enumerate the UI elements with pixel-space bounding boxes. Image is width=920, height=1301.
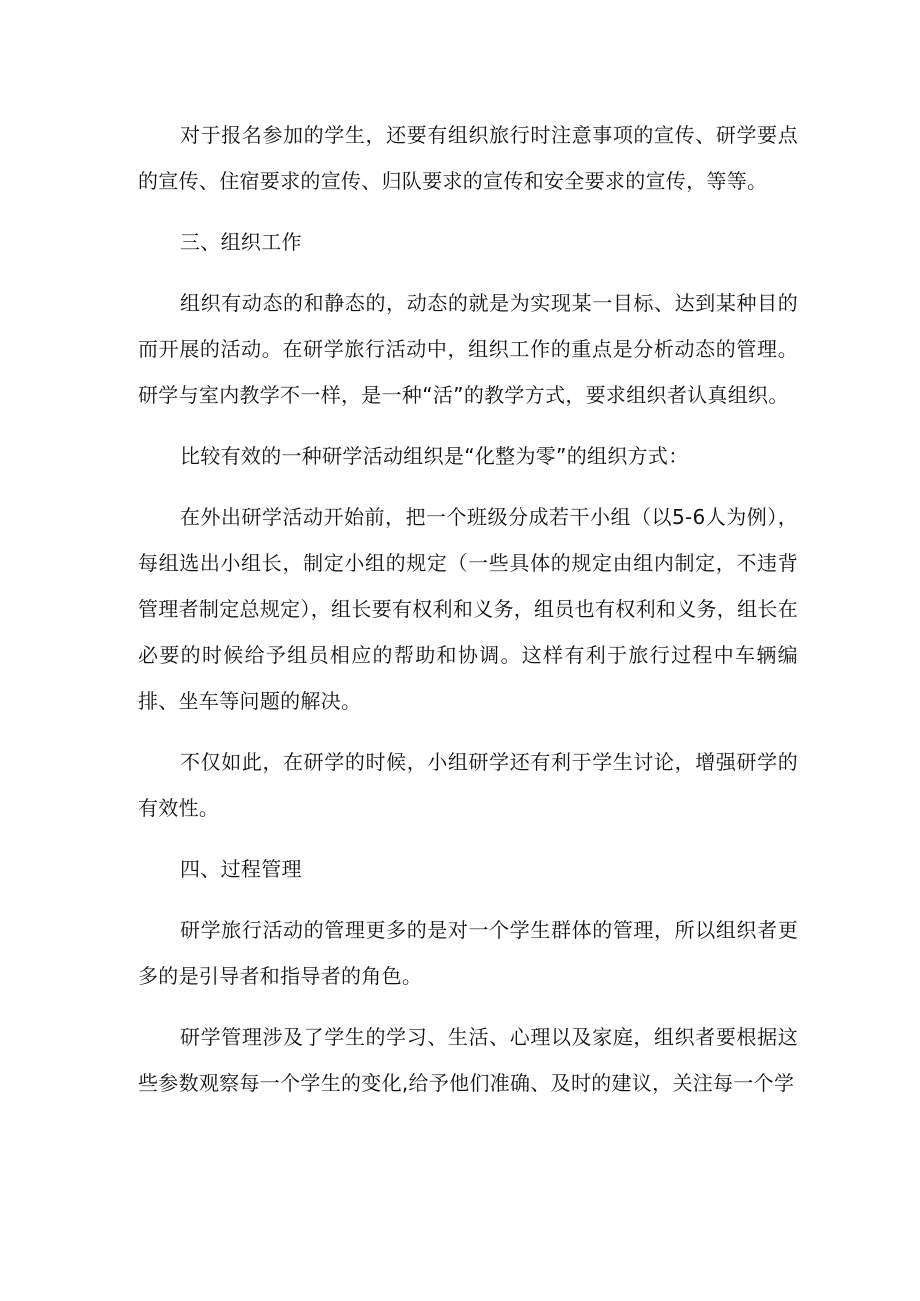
- paragraph-organization-definition: 组织有动态的和静态的，动态的就是为实现某一目标、达到某种目的而开展的活动。在研学旅行活动中，组织工作的重点是分析动态的管理。研学与室内教学不一样，是一种“活”的教学方式，要求组织者认真组织。: [138, 291, 798, 407]
- paragraph-management-scope: 研学管理涉及了学生的学习、生活、心理以及家庭，组织者要根据这些参数观察每一个学生的变化,给予他们准确、及时的建议，关注每一个学: [138, 1025, 798, 1095]
- paragraph-notice-publicity: 对于报名参加的学生，还要有组织旅行时注意事项的宣传、研学要点的宣传、住宿要求的宣传、归队要求的宣传和安全要求的宣传，等等。: [138, 123, 798, 193]
- section-heading-process-management: 四、过程管理: [180, 857, 302, 881]
- paragraph-group-discussion: 不仅如此，在研学的时候，小组研学还有利于学生讨论，增强研学的有效性。: [138, 750, 798, 820]
- document-body: [138, 112, 798, 1121]
- paragraph-management-role: 研学旅行活动的管理更多的是对一个学生群体的管理，所以组织者更多的是引导者和指导者的角色。: [138, 918, 798, 988]
- section-heading-organization: 三、组织工作: [180, 230, 302, 254]
- paragraph-effective-organization: 比较有效的一种研学活动组织是“化整为零”的组织方式：: [180, 444, 689, 468]
- paragraph-group-division: 在外出研学活动开始前，把一个班级分成若干小组（以5-6人为例），每组选出小组长，制定小组的规定（一些具体的规定由组内制定，不违背管理者制定总规定），组长要有权利和义务，组员也有权利和义务，组长在必要的时候给予组员相应的帮助和协调。这样有利于旅行过程中车辆编排、坐车等问题的解决。: [138, 505, 798, 713]
